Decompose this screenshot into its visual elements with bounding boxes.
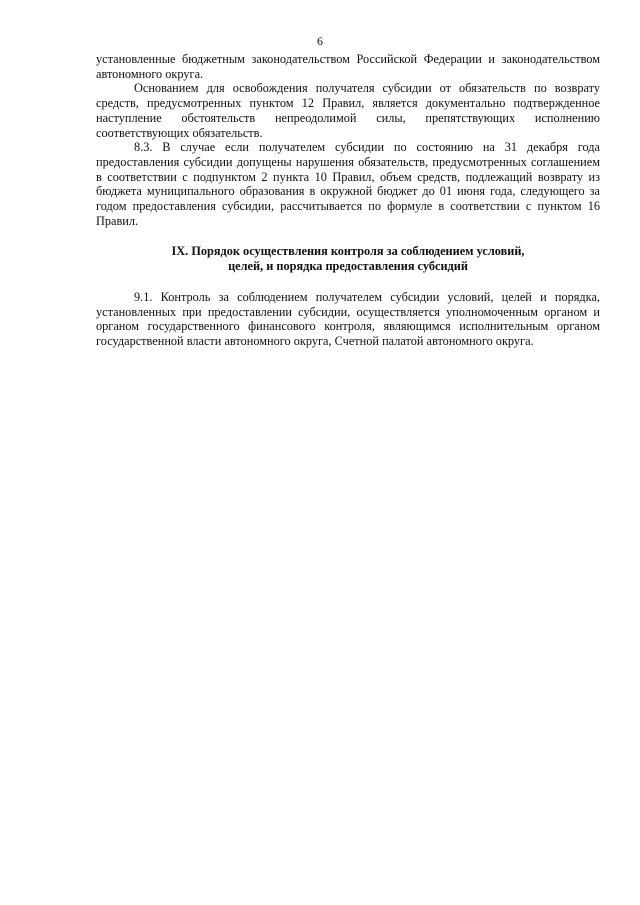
page-number: 6 — [317, 34, 323, 48]
section-heading-line-1: IX. Порядок осуществления контроля за соблюдением условий, — [171, 244, 525, 259]
section-heading — [96, 228, 600, 289]
document-body — [96, 52, 600, 349]
section-heading-line-2: целей, и порядка предоставления субсидий — [228, 259, 468, 274]
paragraph-continuation: установленные бюджетным законодательством Российской Федерации и законодательством автономного округа. — [96, 52, 600, 81]
paragraph-8-3: 8.3. В случае если получателем субсидии по состоянию на 31 декабря года предоставления субсидии допущены нарушения обязательств, предусмотренных соглашением в соответствии с подпунктом 2 пункта 10 Правил, объем средств, подлежащий возврату из бюджета муниципального образования в окружной бюджет до 01 июня года, следующего за годом предоставления субсидии, рассчитывается по формуле в соответствии с пунктом 16 Правил. — [96, 140, 600, 228]
paragraph-exemption-grounds: Основанием для освобождения получателя субсидии от обязательств по возврату средств, предусмотренных пунктом 12 Правил, является документально подтвержденное наступление обстоятельств непреодолимой силы, препятствующих исполнению соответствующих обязательств. — [96, 81, 600, 140]
paragraph-9-1: 9.1. Контроль за соблюдением получателем субсидии условий, целей и порядка, установленных при предоставлении субсидии, осуществляется уполномоченным органом и органом государственного финансового контроля, являющимся исполнительным органом государственной власти автономного округа, Счетной палатой автономного округа. — [96, 289, 600, 348]
